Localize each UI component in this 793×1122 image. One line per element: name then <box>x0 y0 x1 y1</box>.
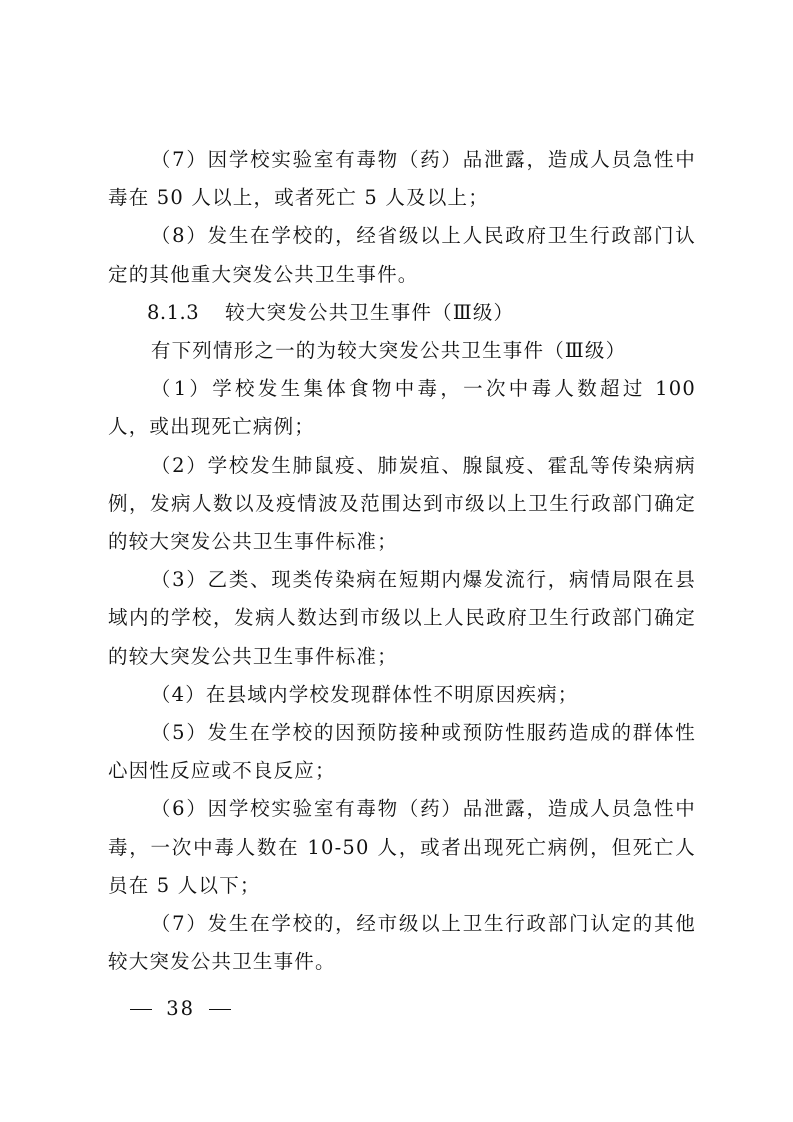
paragraph-item-7-major: （7）因学校实验室有毒物（药）品泄露，造成人员急性中毒在 50 人以上，或者死亡 5 人及以上； <box>108 148 696 210</box>
paragraph-item-3: （3）乙类、现类传染病在短期内爆发流行，病情局限在县域内的学校，发病人数达到市级以上人民政府卫生行政部门确定的较大突发公共卫生事件标准； <box>108 568 696 668</box>
paragraph-item-6: （6）因学校实验室有毒物（药）品泄露，造成人员急性中毒，一次中毒人数在 10-50 人，或者出现死亡病例，但死亡人员在 5 人以下； <box>108 797 696 897</box>
footer-dash-right <box>209 1009 231 1010</box>
section-title: 较大突发公共卫生事件（Ⅲ级） <box>225 300 515 324</box>
section-number: 8.1.3 <box>147 300 200 324</box>
paragraph-intro: 有下列情形之一的为较大突发公共卫生事件（Ⅲ级） <box>150 339 627 363</box>
paragraph-item-8-major: （8）发生在学校的，经省级以上人民政府卫生行政部门认定的其他重大突发公共卫生事件。 <box>108 224 696 286</box>
paragraph-item-1: （1）学校发生集体食物中毒，一次中毒人数超过 100 人，或出现死亡病例； <box>108 377 696 439</box>
page-number: 38 <box>166 997 196 1020</box>
paragraph-item-2: （2）学校发生肺鼠疫、肺炭疽、腺鼠疫、霍乱等传染病病例，发病人数以及疫情波及范围达到市级以上卫生行政部门确定的较大突发公共卫生事件标准； <box>108 453 696 554</box>
section-heading <box>108 294 696 332</box>
paragraph-item-4: （4）在县域内学校发现群体性不明原因疾病； <box>150 682 579 706</box>
paragraph-item-7: （7）发生在学校的，经市级以上卫生行政部门认定的其他较大突发公共卫生事件。 <box>108 912 696 974</box>
page-footer <box>124 997 237 1020</box>
paragraph-item-5: （5）发生在学校的因预防接种或预防性服药造成的群体性心因性反应或不良反应； <box>108 721 696 783</box>
document-body <box>108 141 696 981</box>
footer-dash-left <box>130 1009 152 1010</box>
